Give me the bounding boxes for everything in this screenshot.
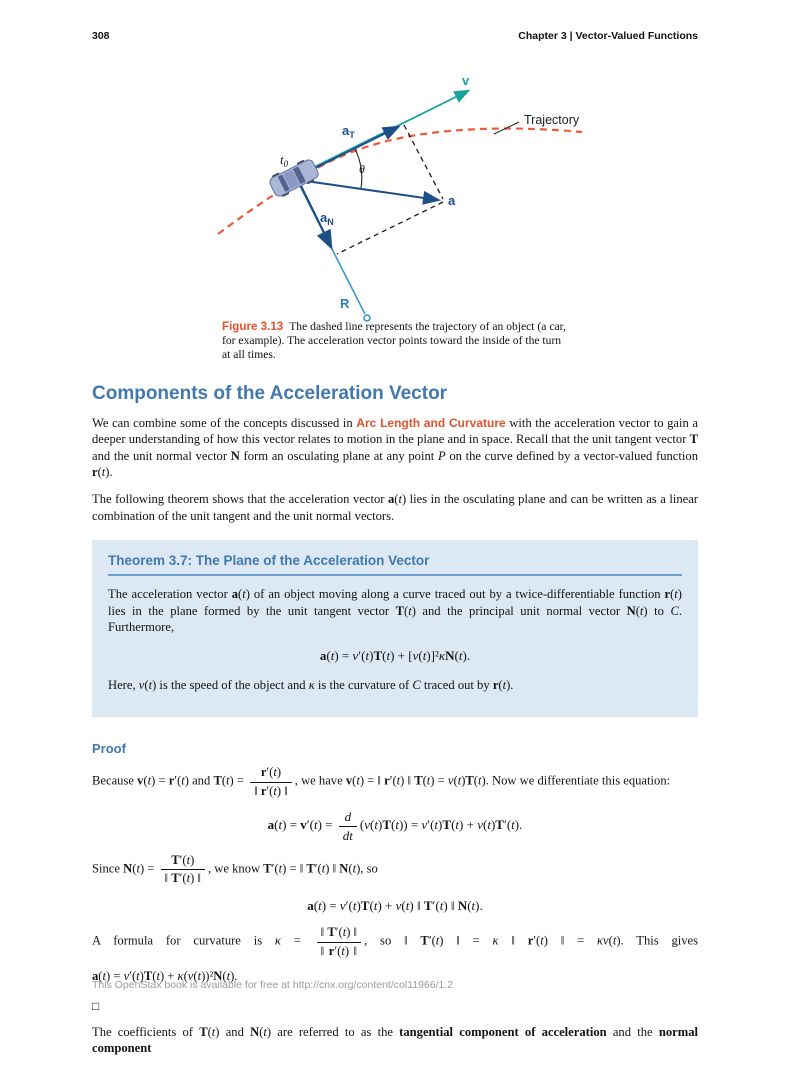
theorem-after: Here, v(t) is the speed of the object and κ is the curvature of C traced out by r(t). — [108, 677, 514, 692]
aN-label — [320, 210, 334, 227]
aT-label-main: a — [342, 123, 350, 138]
aN-label-sub: N — [327, 217, 334, 227]
page-number: 308 — [92, 30, 110, 42]
openstax-footer: This OpenStax book is available for free at http://cnx.org/content/col11966/1.2 — [92, 979, 454, 991]
arc-length-curvature-link[interactable]: Arc Length and Curvature — [356, 415, 506, 430]
aT-label — [342, 123, 355, 140]
proof-heading: Proof — [92, 741, 126, 757]
section-title: Components of the Acceleration Vector — [92, 382, 448, 404]
t0-label — [280, 152, 289, 169]
figure-caption — [222, 320, 570, 363]
intro-paragraph-pre: We can combine some of the concepts discussed in — [92, 415, 357, 430]
velocity-vector — [296, 91, 468, 176]
parallelogram-dashed-edge-right — [404, 125, 443, 199]
proof-paragraph-2: Since N(t) = $\frac{T'(t)}{‖ T'(t) ‖}$ , we know T′(t) = ‖ T′(t) ‖ N(t), so — [92, 853, 378, 886]
theorem-intro-paragraph: The following theorem shows that the acceleration vector a(t) lies in the osculating plane and can be written as a linear combination of the unit tangent and the unit normal vectors. — [92, 491, 698, 523]
a-label: a — [448, 193, 456, 208]
trajectory-label: Trajectory — [524, 113, 580, 127]
proof-equation-1: a(t) = v′(t) = $\frac{d}{dt}$ (v(t)T(t)) = v′(t)T(t) + v(t)T′(t). — [267, 808, 523, 843]
v-label: v — [462, 73, 470, 88]
textbook-page — [92, 0, 698, 1067]
figure-caption-text: The dashed line represents the trajectory of an object (a car, for example). The acceleration vector points toward the inside of the turn at all times. — [222, 320, 566, 362]
theorem-equation: a(t) = v′(t)T(t) + [v(t)]²κN(t). — [319, 647, 471, 663]
end-of-proof-marker: □ — [92, 998, 100, 1013]
closing-paragraph: The coefficients of T(t) and N(t) are referred to as the tangential component of acceleration and the normal component — [92, 1024, 698, 1056]
proof-paragraph-4: a(t) = v′(t)T(t) + κ(v(t))²N(t). — [92, 968, 238, 983]
proof-paragraph-1: Because v(t) = r′(t) and T(t) = $\frac{r'(t)}{‖ r'(t) ‖}$ , we have v(t) = ‖ r′(t) ‖ T(t) = v(t)T(t). Now we differentiate this equation: — [92, 765, 671, 798]
intro-paragraph-post: with the acceleration vector to gain a deeper understanding of how this vector relates to motion in the plane and in space. Recall that the unit tangent vector T and the unit normal vector N form an osculating plane at any point P on the curve defined by a vector-valued function r(t). — [92, 415, 698, 480]
theorem-box — [92, 540, 698, 717]
theta-label: θ — [359, 162, 365, 176]
figure-3-13-diagram — [204, 72, 604, 324]
figure-caption-label: Figure 3.13 — [222, 320, 284, 333]
t0-label-sub: 0 — [283, 159, 289, 169]
proof-equation-2: a(t) = v′(t)T(t) + v(t) ‖ T′(t) ‖ N(t). — [307, 897, 483, 913]
aN-label-main: a — [320, 210, 328, 225]
chapter-title: Chapter 3 | Vector-Valued Functions — [518, 30, 698, 42]
t0-label-main: t — [280, 152, 284, 167]
aT-label-sub: T — [349, 130, 355, 140]
acceleration-vector — [299, 180, 438, 200]
intro-paragraph — [92, 415, 698, 481]
page-header — [92, 30, 698, 42]
parallelogram-dashed-edge-bottom — [337, 202, 443, 254]
figure-3-13 — [92, 72, 698, 363]
theorem-title: Theorem 3.7: The Plane of the Acceleration Vector — [108, 553, 682, 576]
theorem-body: The acceleration vector a(t) of an object moving along a curve traced out by a twice-differentiable function r(t) lies in the plane formed by the unit tangent vector T(t) and the principal unit normal vector N(t) to C. Furthermore, — [108, 587, 682, 635]
car-illustration — [267, 156, 321, 199]
R-label: R — [340, 296, 350, 311]
proof-paragraph-3: A formula for curvature is κ = $\frac{‖ T'(t) ‖}{‖ r'(t) ‖}$ , so ‖ T′(t) ‖ = κ ‖ r′(t) ‖ = κv(t). This gives — [92, 925, 699, 958]
